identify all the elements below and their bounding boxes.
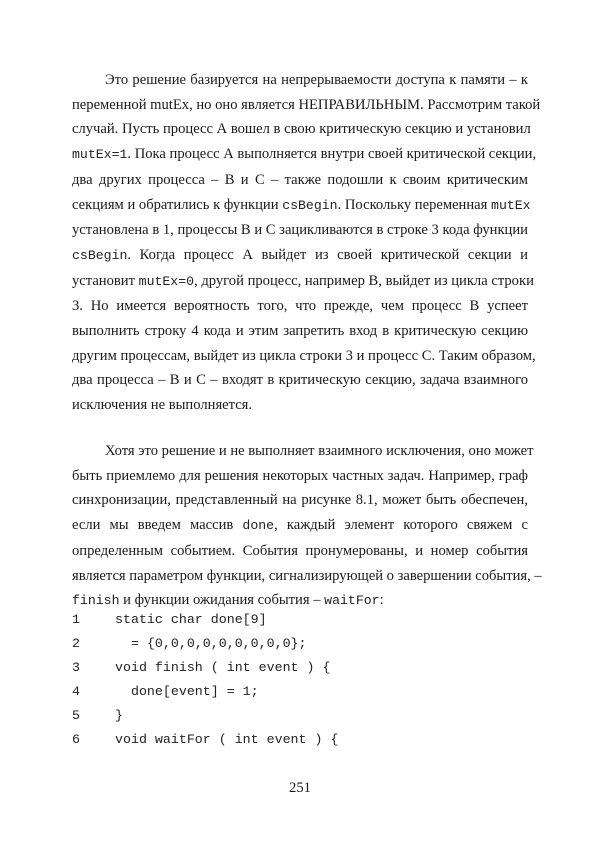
- line-number: 6: [72, 732, 80, 747]
- inline-code: waitFor: [324, 593, 380, 609]
- text-fragment: . Пока процесс А выполняется внутри своей критической секции,: [127, 146, 537, 163]
- text-line: [72, 243, 528, 269]
- inline-code: csBegin: [72, 247, 128, 263]
- text-line: является параметром функции, сигнализирующей о завершении события, –: [72, 567, 542, 584]
- code-text: }: [115, 708, 123, 723]
- line-number: 4: [72, 684, 80, 699]
- text-line: 3. Но имеется вероятность того, что прежде, чем процесс В успеет: [72, 298, 528, 315]
- line-number: 3: [72, 660, 80, 675]
- code-text: static char done[9]: [115, 612, 267, 627]
- code-line: [72, 728, 528, 752]
- line-number: 5: [72, 708, 80, 723]
- text-fragment: . Поскольку переменная: [337, 196, 492, 213]
- code-listing: [72, 608, 528, 752]
- text-line: два других процесса – В и С – также подошли к своим критическим: [72, 171, 528, 188]
- paragraph-1: [72, 68, 541, 418]
- code-line: [72, 656, 528, 680]
- text-line: случай. Пусть процесс А вошел в свою критическую секцию и установил: [72, 121, 531, 138]
- paragraph-2: [72, 439, 542, 614]
- inline-code: mutEx=1: [72, 147, 128, 163]
- code-text: done[event] = 1;: [115, 684, 259, 699]
- text-line: другим процессам, выйдет из цикла строки 3 и процесс С. Таким образом,: [72, 347, 536, 364]
- text-fragment: секциям и обратились к функции: [72, 196, 283, 213]
- text-line: [72, 269, 534, 295]
- text-line: Это решение базируется на непрерываемости доступа к памяти – к: [105, 72, 528, 88]
- text-line: исключения не выполняется.: [72, 397, 253, 414]
- text-line: установлена в 1, процессы В и С зацикливаются в строке 3 кода функции: [72, 222, 528, 239]
- text-line: [72, 142, 537, 168]
- text-fragment: , другой процесс, например В, выйдет из цикла строки: [194, 272, 534, 289]
- text-fragment: , каждый элемент которого свяжем с: [274, 517, 528, 534]
- text-line: выполнить строку 4 кода и этим запретить вход в критическую секцию: [72, 323, 528, 340]
- text-fragment: :: [379, 592, 384, 609]
- text-line: [72, 513, 528, 539]
- inline-code: mutEx=0: [138, 273, 195, 289]
- inline-code: mutEx: [491, 197, 531, 213]
- text-line: два процесса – В и С – входят в критическую секцию, задача взаимного: [72, 372, 528, 389]
- text-fragment: установит: [72, 272, 139, 289]
- text-fragment: и функции ожидания события –: [119, 592, 325, 609]
- text-line: определенным событием. События пронумерованы, и номер события: [72, 542, 528, 559]
- page-number: 251: [289, 780, 311, 796]
- inline-code: finish: [72, 593, 120, 609]
- text-line: быть приемлемо для решения некоторых частных задач. Например, граф: [72, 467, 528, 484]
- code-line: [72, 632, 528, 656]
- text-fragment: если мы введем массив: [72, 517, 243, 534]
- inline-code: csBegin: [282, 197, 338, 213]
- code-text: void waitFor ( int event ) {: [115, 732, 339, 747]
- code-line: [72, 680, 528, 704]
- text-line: [72, 193, 531, 219]
- line-number: 1: [72, 612, 80, 627]
- code-line: [72, 608, 528, 632]
- code-line: [72, 704, 528, 728]
- code-text: = {0,0,0,0,0,0,0,0,0};: [115, 636, 307, 651]
- code-text: void finish ( int event ) {: [115, 660, 331, 675]
- text-line: синхронизации, представленный на рисунке 8.1, может быть обеспечен,: [72, 492, 528, 509]
- text-line: переменной mutEx, но оно является НЕПРАВИЛЬНЫМ. Рассмотрим такой: [72, 96, 541, 113]
- text-fragment: . Когда процесс А выйдет из своей критической секции и: [127, 246, 528, 263]
- line-number: 2: [72, 636, 80, 651]
- text-line: Хотя это решение и не выполняет взаимного исключения, оно может: [105, 443, 534, 459]
- inline-code: done: [242, 518, 275, 534]
